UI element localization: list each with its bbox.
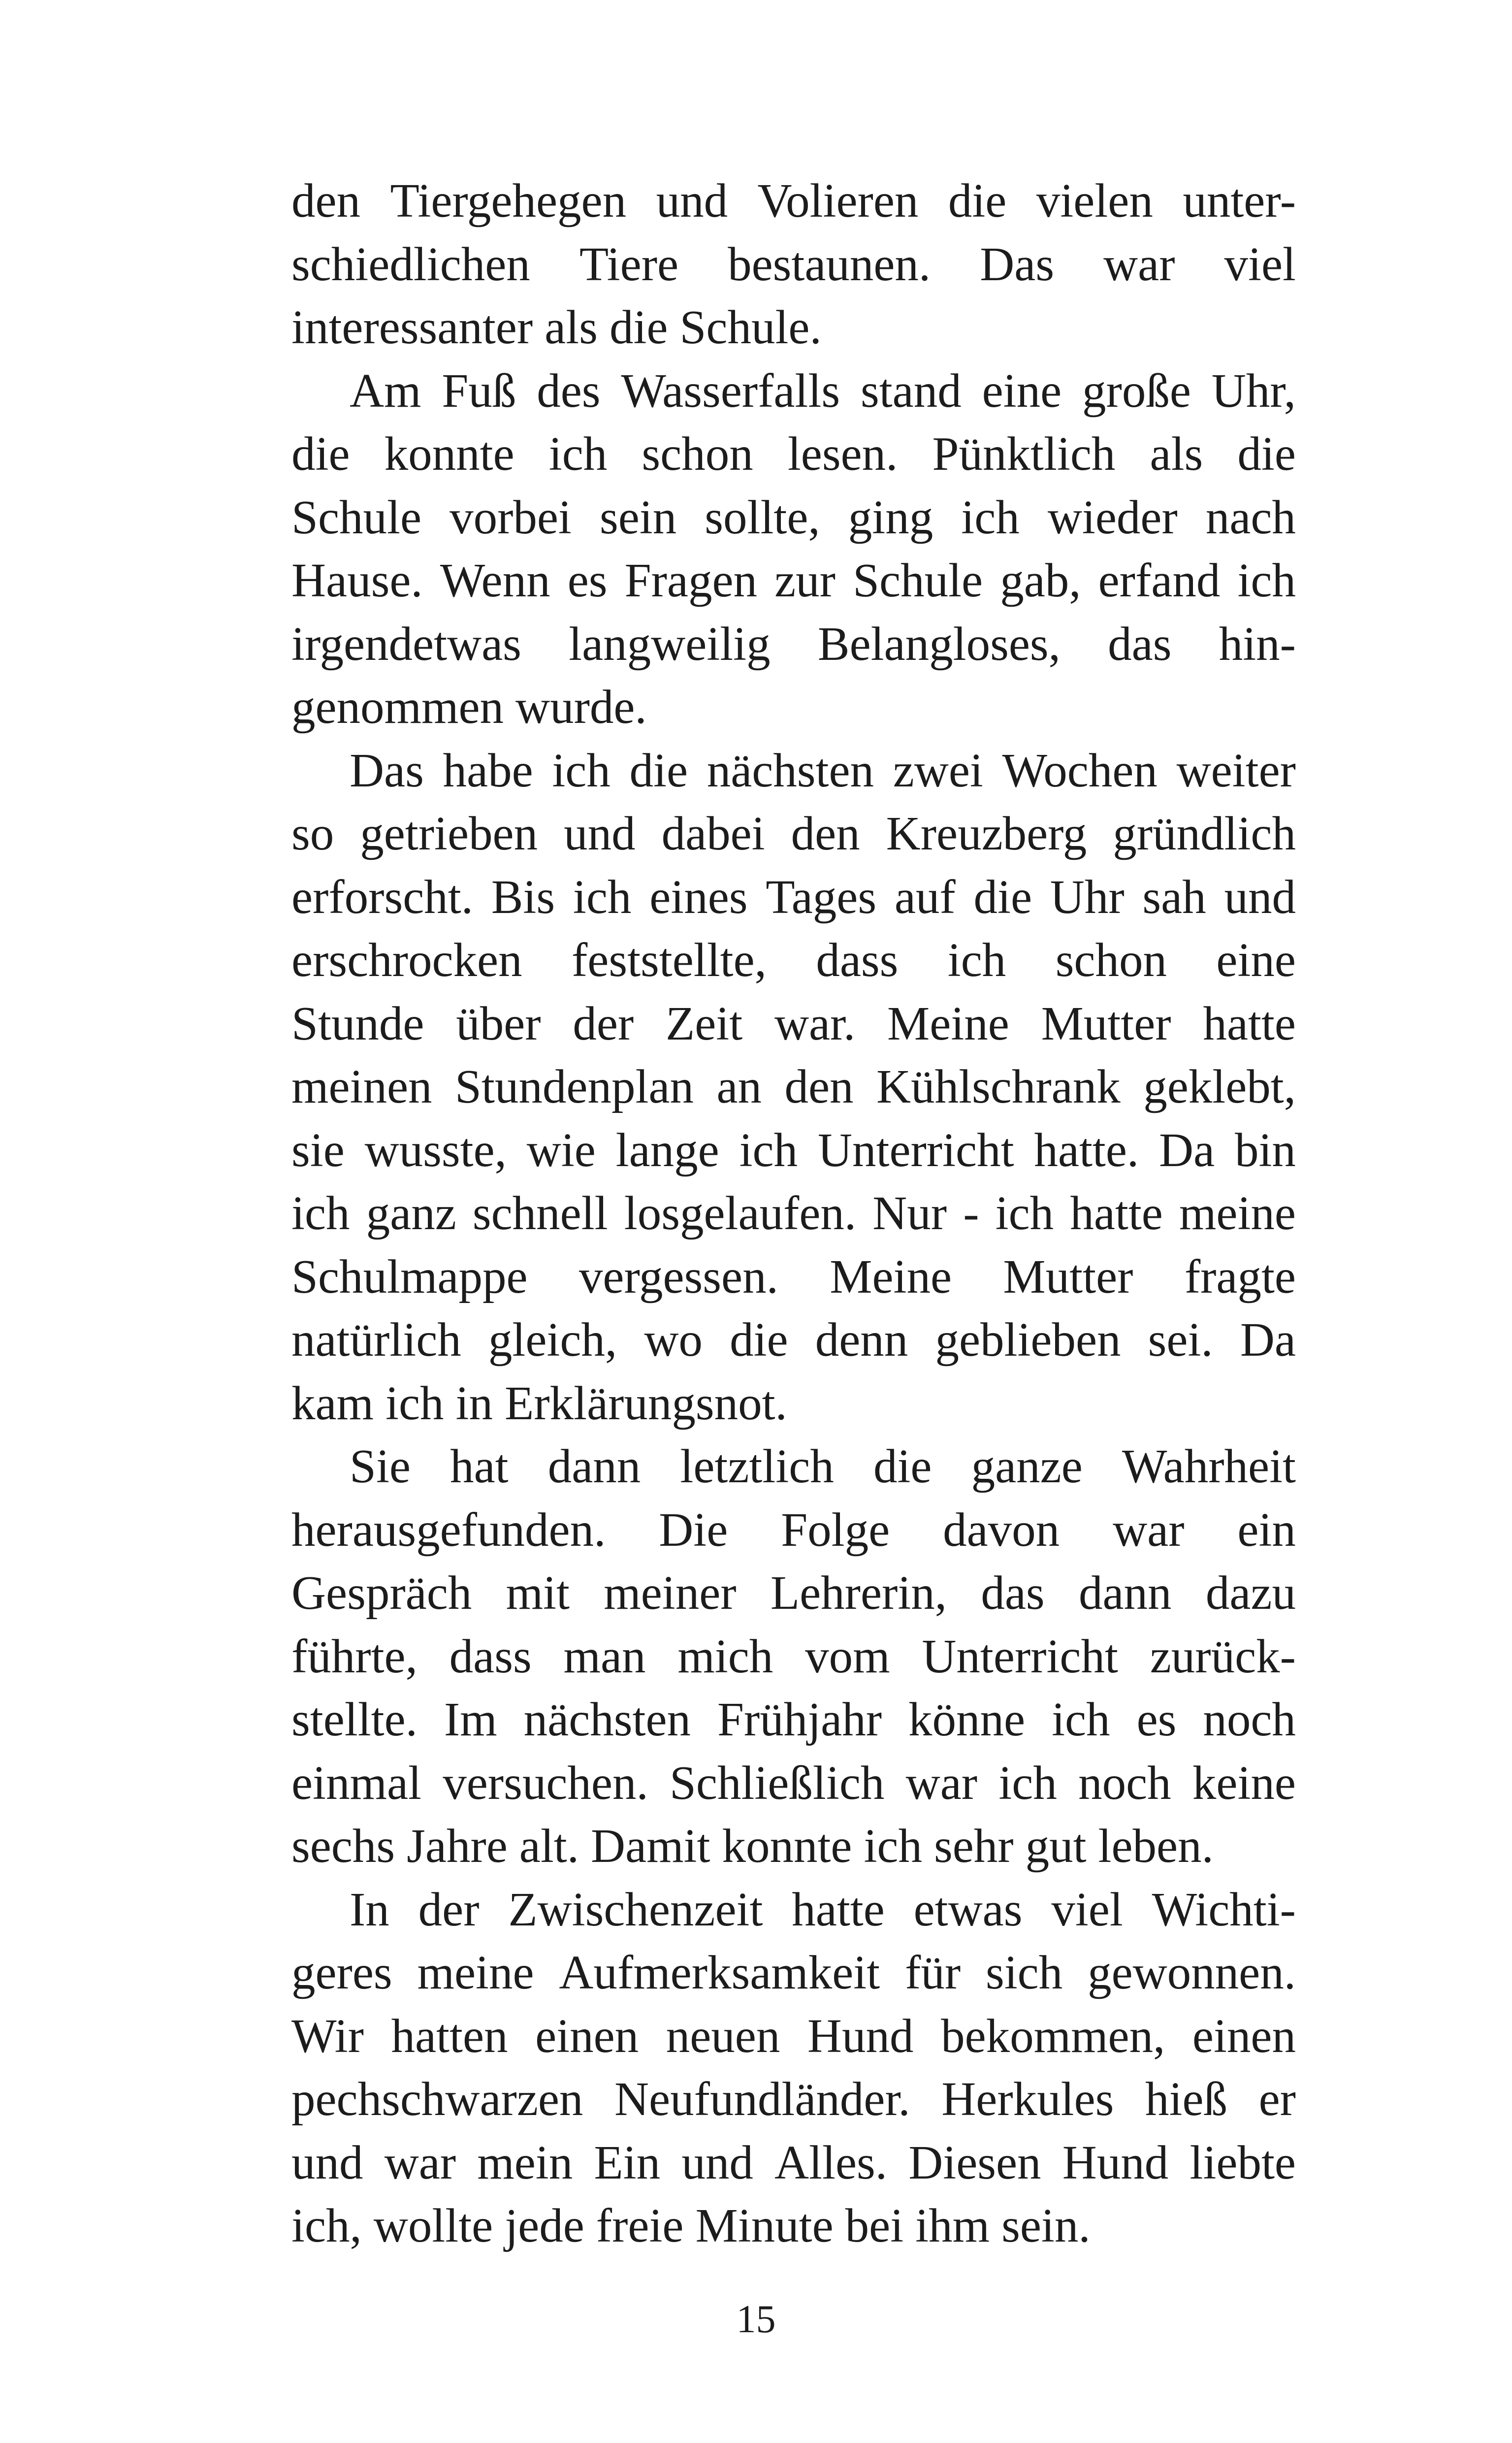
- text-line: [291, 173, 1296, 237]
- word: geres: [291, 1946, 392, 1999]
- word: dazu: [1205, 1566, 1296, 1619]
- word: ging: [848, 490, 933, 544]
- word: meine: [417, 1946, 534, 1999]
- word: ich: [1237, 554, 1296, 607]
- word: einmal: [291, 1756, 421, 1809]
- word: eine: [1216, 934, 1296, 986]
- word: der: [418, 1883, 480, 1936]
- word: noch: [1078, 1756, 1171, 1809]
- word: dann: [547, 1440, 641, 1493]
- word: stand: [860, 364, 962, 417]
- word: noch: [1203, 1693, 1296, 1746]
- word: den: [291, 174, 361, 227]
- word: war: [384, 2136, 456, 2189]
- word: sollte,: [705, 490, 820, 544]
- word: mein: [477, 2136, 573, 2189]
- word: stellte.: [291, 1693, 418, 1746]
- word: war: [1103, 237, 1175, 291]
- text-line: [291, 1692, 1296, 1756]
- paragraph: [291, 363, 1296, 743]
- word: Das: [350, 744, 424, 797]
- word: auf: [894, 870, 956, 923]
- word: lesen.: [787, 427, 898, 480]
- text-line: [291, 1186, 1296, 1249]
- paragraph: [291, 1439, 1296, 1882]
- word: sechs: [291, 1820, 395, 1872]
- paragraph: [291, 1882, 1296, 2262]
- word: alt.: [519, 1820, 579, 1872]
- word: die: [730, 1313, 788, 1366]
- word: Fragen: [624, 554, 757, 607]
- word: Wenn: [440, 554, 550, 607]
- word: Unterricht: [922, 1629, 1118, 1683]
- word: der: [573, 997, 634, 1050]
- text-line: [291, 1882, 1296, 1946]
- word: hat: [450, 1440, 509, 1493]
- word: die: [291, 427, 350, 480]
- word: Mutter: [1003, 1250, 1133, 1303]
- paragraph: [291, 173, 1296, 363]
- word: Folge: [781, 1503, 890, 1556]
- word: mich: [677, 1629, 773, 1683]
- word: Mutter: [1041, 997, 1171, 1050]
- word: des: [537, 364, 601, 417]
- word: er: [1258, 2073, 1296, 2125]
- page-number: 15: [736, 2298, 776, 2341]
- word: ich: [291, 1187, 350, 1239]
- word: das: [1108, 617, 1172, 670]
- text-line: [291, 1439, 1296, 1502]
- word: dass: [449, 1629, 532, 1683]
- word: dabei: [661, 807, 765, 860]
- word: war: [905, 1756, 978, 1809]
- word: dann: [1078, 1566, 1172, 1619]
- text-line: [291, 2072, 1296, 2135]
- word: Stunde: [291, 997, 424, 1050]
- word: ich: [386, 1376, 444, 1430]
- word: Meine: [887, 997, 1009, 1050]
- word: weiter: [1176, 744, 1296, 797]
- word: erforscht.: [291, 870, 473, 923]
- word: vergessen.: [579, 1250, 778, 1303]
- word: bei: [845, 2199, 904, 2252]
- word: Hund: [807, 2009, 914, 2062]
- word: und: [681, 2136, 753, 2189]
- word: sein: [599, 490, 677, 544]
- word: man: [563, 1629, 646, 1683]
- word: gab,: [1000, 554, 1081, 607]
- word: wieder: [1047, 490, 1178, 544]
- word: Herkules: [941, 2073, 1114, 2125]
- word: die: [948, 174, 1007, 227]
- word: Tiere: [579, 237, 679, 291]
- word: Da: [1159, 1123, 1215, 1176]
- word: die: [1237, 427, 1296, 480]
- word: sein.: [1001, 2199, 1091, 2252]
- word: war.: [774, 997, 856, 1050]
- word: irgendetwas: [291, 617, 521, 670]
- word: Diesen: [908, 2136, 1041, 2189]
- word: dass: [816, 934, 899, 986]
- word: denn: [815, 1313, 908, 1366]
- word: gewonnen.: [1088, 1946, 1296, 1999]
- word: die: [609, 301, 668, 354]
- word: und: [1224, 870, 1296, 923]
- word: bin: [1234, 1123, 1296, 1176]
- word: Zwischenzeit: [508, 1883, 763, 1936]
- word: Schulmappe: [291, 1250, 528, 1303]
- word: meinen: [291, 1060, 432, 1113]
- text-line: [291, 1376, 1296, 1439]
- text-line: [291, 680, 1296, 743]
- word: ich: [573, 870, 632, 923]
- word: viel: [1224, 237, 1296, 291]
- word: ich: [548, 427, 608, 480]
- word: den: [791, 807, 860, 860]
- text-line: [291, 2198, 1296, 2262]
- word: Frühjahr: [717, 1693, 882, 1746]
- word: hieß: [1145, 2073, 1228, 2125]
- word: interessanter: [291, 301, 533, 354]
- word: langweilig: [569, 617, 771, 670]
- word: Kühlschrank: [876, 1060, 1121, 1113]
- word: sehr: [933, 1820, 1014, 1872]
- word: Ein: [594, 2136, 661, 2189]
- text-line: [291, 300, 1296, 363]
- word: es: [567, 554, 608, 607]
- word: war: [1113, 1503, 1185, 1556]
- word: Wochen: [1002, 744, 1158, 797]
- word: könne: [908, 1693, 1026, 1746]
- word: nächsten: [707, 744, 874, 797]
- word: wo: [644, 1313, 703, 1366]
- word: hin-: [1219, 617, 1296, 670]
- word: vom: [805, 1629, 890, 1683]
- word: gleich,: [488, 1313, 617, 1366]
- word: Belangloses,: [817, 617, 1061, 670]
- word: herausgefunden.: [291, 1503, 606, 1556]
- word: nach: [1205, 490, 1296, 544]
- text-line: [291, 1819, 1296, 1882]
- text-line: [291, 1629, 1296, 1693]
- word: Schule.: [679, 301, 822, 354]
- word: versuchen.: [443, 1756, 648, 1809]
- word: ich: [1052, 1693, 1110, 1746]
- word: jede: [505, 2199, 584, 2252]
- word: in: [455, 1376, 493, 1430]
- word: so: [291, 807, 334, 860]
- word: -: [963, 1187, 979, 1239]
- word: konnte: [722, 1820, 852, 1872]
- word: und: [564, 807, 636, 860]
- word: als: [545, 301, 598, 354]
- word: Im: [444, 1693, 497, 1746]
- word: hatten: [391, 2009, 508, 2062]
- word: ganze: [971, 1440, 1083, 1493]
- word: Aufmerksamkeit: [559, 1946, 880, 1999]
- word: liebte: [1190, 2136, 1296, 2189]
- word: habe: [443, 744, 533, 797]
- word: wusste,: [364, 1123, 507, 1176]
- word: kam: [291, 1376, 374, 1430]
- word: gut: [1025, 1820, 1087, 1872]
- word: zurück-: [1150, 1629, 1296, 1683]
- word: ich,: [291, 2199, 362, 2252]
- word: ich: [961, 490, 1020, 544]
- word: Die: [659, 1503, 728, 1556]
- word: Schule: [853, 554, 983, 607]
- text-line: [291, 553, 1296, 617]
- word: natürlich: [291, 1313, 461, 1366]
- word: schon: [642, 427, 753, 480]
- word: vorbei: [450, 490, 572, 544]
- text-line: [291, 743, 1296, 807]
- text-line: [291, 1312, 1296, 1376]
- word: bestaunen.: [728, 237, 931, 291]
- word: große: [1082, 364, 1191, 417]
- word: ich: [998, 1756, 1057, 1809]
- word: Erklärungsnot.: [504, 1376, 787, 1430]
- word: meine: [1179, 1187, 1296, 1239]
- word: Damit: [590, 1820, 710, 1872]
- word: ich: [739, 1123, 798, 1176]
- text-line: [291, 1565, 1296, 1629]
- word: eine: [982, 364, 1062, 417]
- word: zur: [774, 554, 836, 607]
- word: schon: [1055, 934, 1167, 986]
- word: Am: [350, 364, 421, 417]
- word: für: [905, 1946, 961, 1999]
- word: sei.: [1148, 1313, 1213, 1366]
- word: Lehrerin,: [770, 1566, 947, 1619]
- word: hatte: [792, 1883, 885, 1936]
- body-text: [291, 173, 1296, 2262]
- word: davon: [943, 1503, 1060, 1556]
- word: geblieben: [935, 1313, 1121, 1366]
- word: Neufundländer.: [614, 2073, 910, 2125]
- text-line: [291, 870, 1296, 933]
- word: und: [656, 174, 728, 227]
- text-line: [291, 490, 1296, 554]
- word: hatte.: [1034, 1123, 1139, 1176]
- word: unter-: [1183, 174, 1296, 227]
- word: gründlich: [1113, 807, 1296, 860]
- word: Unterricht: [817, 1123, 1014, 1176]
- word: lange: [615, 1123, 719, 1176]
- word: Hund: [1062, 2136, 1169, 2189]
- word: Alles.: [774, 2136, 888, 2189]
- text-line: [291, 2135, 1296, 2199]
- word: Volieren: [757, 174, 919, 227]
- word: genommen: [291, 681, 504, 733]
- word: einen: [1192, 2009, 1296, 2062]
- word: sich: [985, 1946, 1063, 1999]
- word: In: [350, 1883, 389, 1936]
- word: Pünktlich: [932, 427, 1116, 480]
- word: einen: [535, 2009, 639, 2062]
- text-line: [291, 1059, 1296, 1123]
- word: hatte: [1070, 1187, 1163, 1239]
- text-line: [291, 1945, 1296, 2009]
- word: Meine: [830, 1250, 952, 1303]
- word: Wir: [291, 2009, 364, 2062]
- word: es: [1136, 1693, 1177, 1746]
- word: neuen: [666, 2009, 780, 2062]
- word: schnell: [472, 1187, 608, 1239]
- text-line: [291, 426, 1296, 490]
- word: letztlich: [680, 1440, 834, 1493]
- word: feststellte,: [571, 934, 767, 986]
- word: viel: [1051, 1883, 1123, 1936]
- word: etwas: [913, 1883, 1023, 1936]
- text-line: [291, 1249, 1296, 1313]
- word: Schließlich: [669, 1756, 885, 1809]
- text-line: [291, 1123, 1296, 1186]
- word: getrieben: [360, 807, 538, 860]
- word: Bis: [491, 870, 555, 923]
- word: schiedlichen: [291, 237, 530, 291]
- text-line: [291, 933, 1296, 996]
- word: Wichti-: [1152, 1883, 1296, 1936]
- word: ich: [864, 1820, 922, 1872]
- word: eines: [649, 870, 748, 923]
- word: hatte: [1203, 997, 1296, 1050]
- word: ihm: [915, 2199, 990, 2252]
- word: Minute: [695, 2199, 834, 2252]
- word: über: [456, 997, 541, 1050]
- text-line: [291, 806, 1296, 870]
- word: vielen: [1036, 174, 1153, 227]
- text-line: [291, 1756, 1296, 1819]
- word: ich: [995, 1187, 1054, 1239]
- word: Fuß: [442, 364, 516, 417]
- word: Nur: [872, 1187, 947, 1239]
- text-line: [291, 617, 1296, 680]
- word: Zeit: [665, 997, 743, 1050]
- word: die: [973, 870, 1032, 923]
- word: Wahrheit: [1122, 1440, 1296, 1493]
- word: Kreuzberg: [886, 807, 1087, 860]
- word: zwei: [893, 744, 983, 797]
- word: mit: [506, 1566, 570, 1619]
- text-line: [291, 363, 1296, 427]
- word: und: [291, 2136, 363, 2189]
- text-line: [291, 1502, 1296, 1566]
- word: bekommen,: [941, 2009, 1165, 2062]
- word: führte,: [291, 1629, 418, 1683]
- word: konnte: [384, 427, 515, 480]
- word: Uhr,: [1211, 364, 1296, 417]
- word: wurde.: [515, 681, 647, 733]
- word: ich: [947, 934, 1006, 986]
- word: Stundenplan: [455, 1060, 694, 1113]
- word: geklebt,: [1143, 1060, 1296, 1113]
- word: Das: [980, 237, 1055, 291]
- word: keine: [1192, 1756, 1296, 1809]
- word: erschrocken: [291, 934, 522, 986]
- word: ganz: [366, 1187, 456, 1239]
- word: fragte: [1184, 1250, 1296, 1303]
- word: Hause.: [291, 554, 423, 607]
- word: Wasserfalls: [621, 364, 840, 417]
- word: Uhr: [1050, 870, 1125, 923]
- paragraph: [291, 743, 1296, 1439]
- word: Tiergehegen: [390, 174, 627, 227]
- word: pechschwarzen: [291, 2073, 583, 2125]
- word: Tages: [766, 870, 877, 923]
- word: das: [981, 1566, 1045, 1619]
- text-line: [291, 996, 1296, 1060]
- word: meiner: [604, 1566, 737, 1619]
- word: freie: [596, 2199, 684, 2252]
- word: nächsten: [523, 1693, 691, 1746]
- word: Jahre: [407, 1820, 508, 1872]
- word: den: [784, 1060, 854, 1113]
- word: sah: [1142, 870, 1206, 923]
- word: Gespräch: [291, 1566, 472, 1619]
- word: die: [629, 744, 688, 797]
- word: Sie: [350, 1440, 411, 1493]
- word: erfand: [1098, 554, 1221, 607]
- word: wollte: [373, 2199, 493, 2252]
- word: sie: [291, 1123, 345, 1176]
- word: losgelaufen.: [624, 1187, 857, 1239]
- text-line: [291, 2009, 1296, 2072]
- word: an: [716, 1060, 762, 1113]
- word: die: [873, 1440, 932, 1493]
- word: als: [1150, 427, 1203, 480]
- word: wie: [526, 1123, 596, 1176]
- word: leben.: [1098, 1820, 1214, 1872]
- word: ein: [1237, 1503, 1296, 1556]
- word: ich: [552, 744, 611, 797]
- text-line: [291, 237, 1296, 300]
- word: Da: [1240, 1313, 1296, 1366]
- word: Schule: [291, 490, 422, 544]
